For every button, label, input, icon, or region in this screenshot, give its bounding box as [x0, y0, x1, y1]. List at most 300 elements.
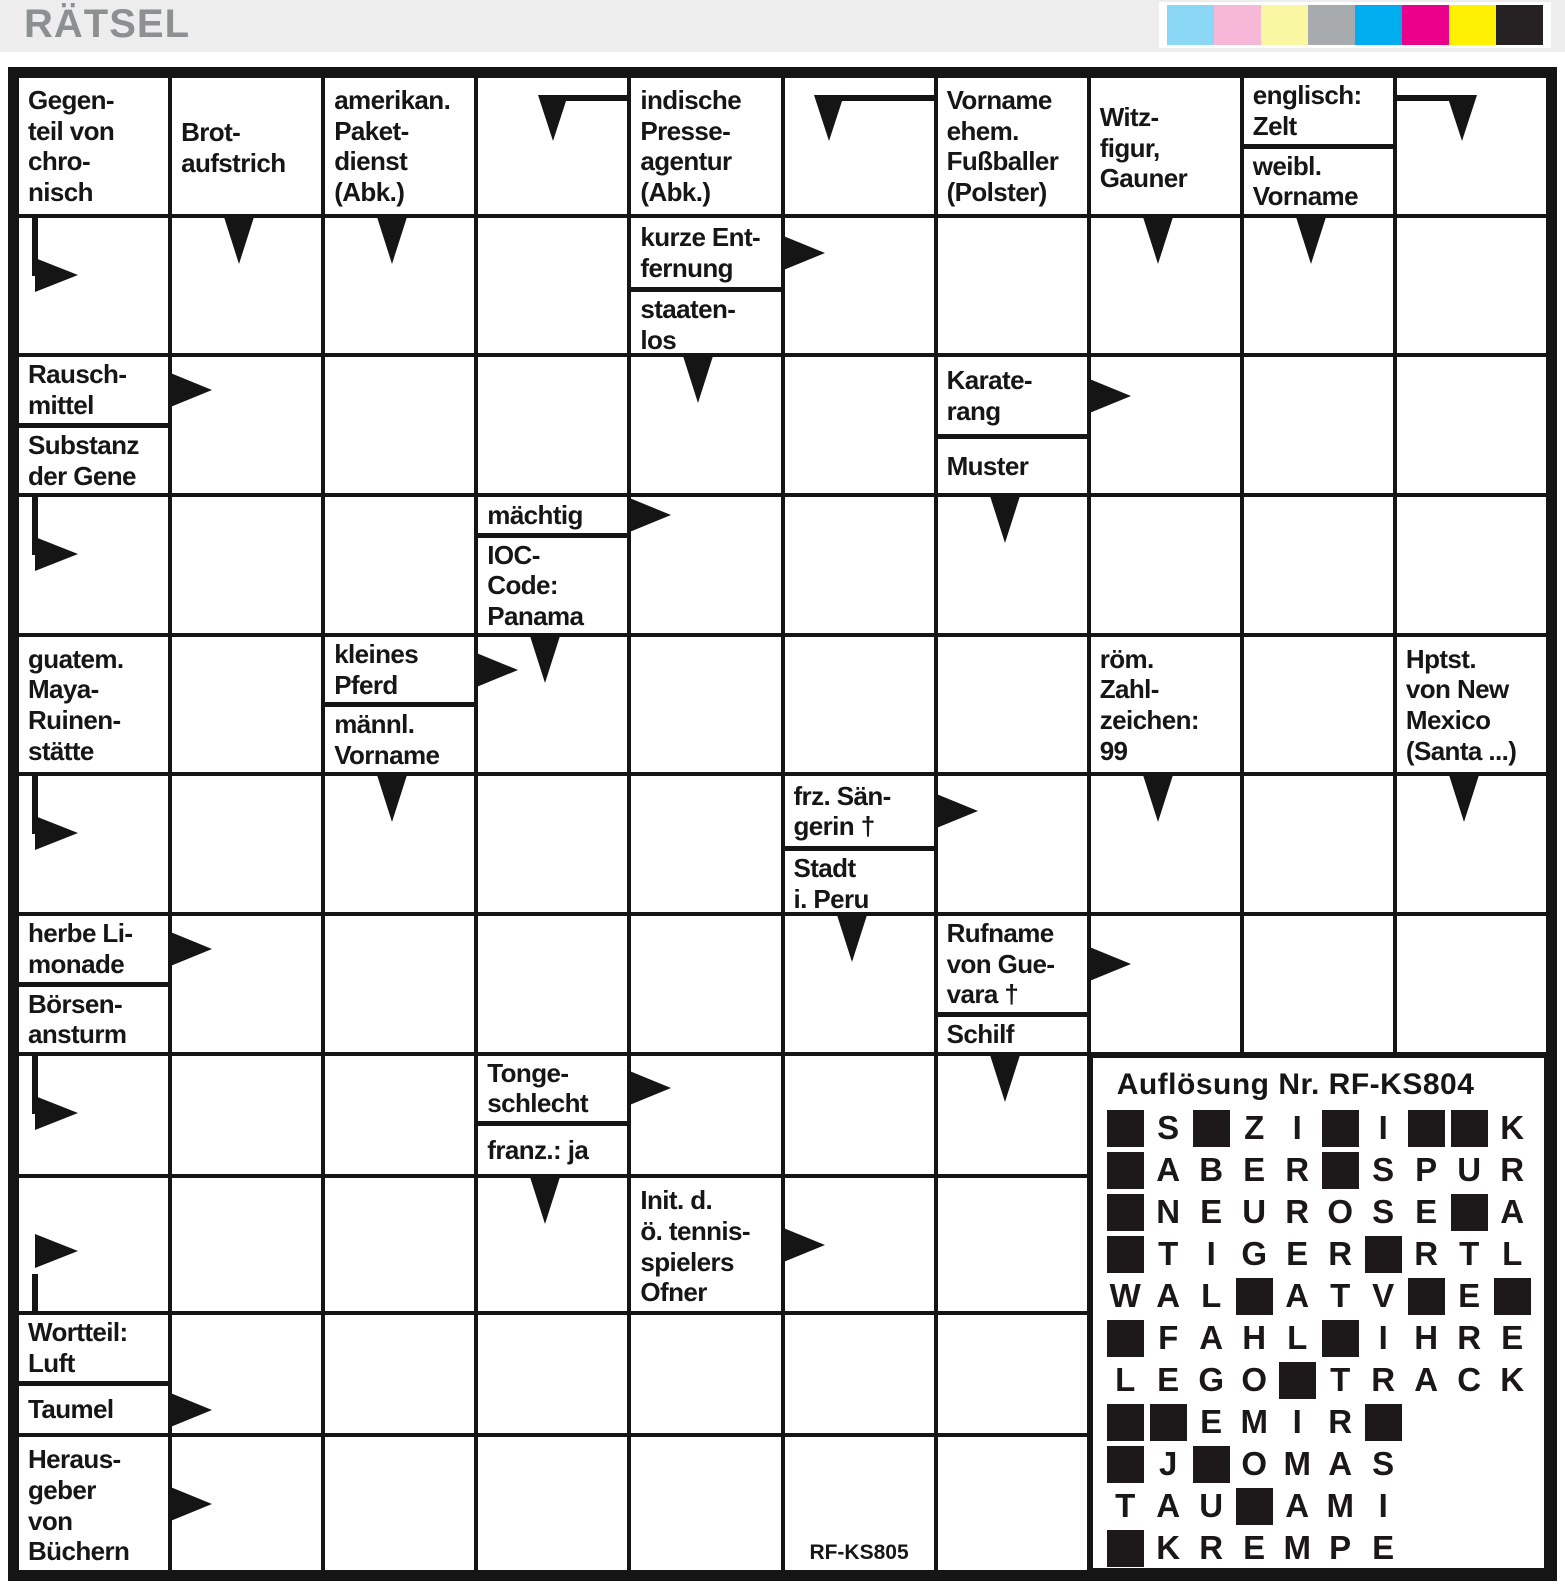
clue-text: Wortteil: Luft — [28, 1317, 128, 1378]
answer-cell-r6c4[interactable] — [476, 774, 629, 914]
answer-cell-r1c6[interactable] — [783, 76, 936, 216]
clue-text: Karate- rang — [946, 364, 1032, 426]
clue-text: guatem. Maya- Ruinen- stätte — [28, 643, 124, 766]
answer-cell-r6c3[interactable] — [323, 774, 476, 914]
right-arrow-icon — [781, 235, 825, 271]
clue-cell-r1c1 — [17, 76, 170, 216]
solution-letter: R — [1328, 1235, 1353, 1273]
solution-letter: K — [1156, 1529, 1181, 1567]
solution-black-square — [1107, 1194, 1144, 1231]
solution-letter: R — [1457, 1319, 1482, 1357]
solution-letter: I — [1292, 1403, 1302, 1441]
right-arrow-icon — [1087, 378, 1131, 414]
solution-letter: R — [1285, 1193, 1310, 1231]
solution-row — [1107, 1446, 1544, 1483]
solution-row — [1107, 1488, 1544, 1525]
solution-letter: E — [1157, 1361, 1180, 1399]
solution-letter: T — [1330, 1361, 1351, 1399]
clue-part-top — [631, 218, 780, 293]
clue-cell-r1c9 — [1242, 76, 1395, 216]
clue-text: Stadt i. Peru — [793, 853, 869, 914]
solution-black-square — [1107, 1236, 1144, 1273]
flag-arrow-stem — [32, 1274, 38, 1311]
solution-letter: O — [1241, 1361, 1268, 1399]
solution-letter: E — [1200, 1403, 1223, 1441]
clue-part-top — [478, 1056, 627, 1126]
clue-part-top — [19, 1315, 168, 1386]
clue-part-top — [478, 497, 627, 538]
answer-cell-r6c8[interactable] — [1089, 774, 1242, 914]
answer-cell-r8c1[interactable] — [17, 1054, 170, 1176]
solution-black-square — [1193, 1110, 1230, 1147]
clue-text: Muster — [946, 450, 1029, 481]
solution-row — [1107, 1320, 1544, 1357]
answer-cell-r7c8[interactable] — [1089, 914, 1242, 1054]
answer-cell-r2c3[interactable] — [323, 216, 476, 356]
answer-cell-r3c5[interactable] — [629, 355, 782, 495]
clue-part-bottom — [938, 439, 1087, 493]
solution-letter: E — [1200, 1193, 1223, 1231]
answer-cell-r7c5[interactable] — [629, 914, 782, 1054]
clue-text: weibl. Vorname — [1252, 150, 1358, 212]
solution-letter: E — [1286, 1235, 1309, 1273]
answer-cell-r6c1[interactable] — [17, 774, 170, 914]
answer-cell-r11c4[interactable] — [476, 1435, 629, 1572]
solution-black-square — [1193, 1446, 1230, 1483]
clue-cell-r1c7 — [936, 76, 1089, 216]
solution-letter: E — [1415, 1193, 1438, 1231]
solution-letter: R — [1500, 1151, 1525, 1189]
down-arrow-icon — [224, 217, 254, 264]
solution-letter: N — [1156, 1193, 1181, 1231]
solution-letter: A — [1156, 1277, 1181, 1315]
solution-letter: M — [1283, 1529, 1311, 1567]
solution-black-square — [1451, 1194, 1488, 1231]
clue-text: Gegen- teil von chro- nisch — [28, 85, 115, 208]
solution-letter: T — [1115, 1487, 1136, 1525]
solution-letter: M — [1283, 1445, 1311, 1483]
color-swatch — [1261, 5, 1308, 45]
clue-part-bottom — [631, 292, 780, 357]
answer-cell-r4c6[interactable] — [783, 495, 936, 635]
solution-black-square — [1365, 1404, 1402, 1441]
answer-cell-r5c7[interactable] — [936, 635, 1089, 775]
solution-letter: H — [1242, 1319, 1267, 1357]
clue-part-bottom — [19, 987, 168, 1052]
flag-arrow-icon — [35, 537, 78, 571]
clue-cell-r7c1 — [17, 914, 170, 1054]
right-arrow-icon — [627, 497, 671, 533]
clue-part-top — [19, 357, 168, 428]
clue-text: Börsen- ansturm — [28, 988, 127, 1050]
answer-cell-r9c2[interactable] — [170, 1176, 323, 1313]
answer-cell-r8c7[interactable] — [936, 1054, 1089, 1176]
crossword-grid — [8, 67, 1557, 1581]
solution-letter: U — [1242, 1193, 1267, 1231]
clue-cell-r9c5 — [629, 1176, 782, 1313]
solution-letter: K — [1500, 1109, 1525, 1147]
bent-arrow-line — [829, 95, 933, 101]
bent-down-arrow-icon — [1447, 95, 1477, 141]
solution-letter: G — [1198, 1361, 1225, 1399]
clue-text: röm. Zahl- zeichen: 99 — [1099, 643, 1199, 766]
solution-letter: A — [1285, 1487, 1310, 1525]
answer-cell-r2c9[interactable] — [1242, 216, 1395, 356]
solution-letter: B — [1199, 1151, 1224, 1189]
bent-down-arrow-icon — [814, 95, 844, 141]
flag-arrow-icon — [35, 816, 78, 850]
solution-black-square — [1107, 1152, 1144, 1189]
solution-box — [1087, 1052, 1550, 1574]
clue-cell-r10c1 — [17, 1313, 170, 1435]
flag-arrow-icon — [35, 258, 78, 292]
solution-letter: L — [1201, 1277, 1222, 1315]
answer-cell-r4c8[interactable] — [1089, 495, 1242, 635]
down-arrow-icon — [1449, 775, 1479, 822]
answer-cell-r3c10[interactable] — [1395, 355, 1548, 495]
clue-text: Schilf — [946, 1019, 1014, 1050]
solution-letter: W — [1109, 1277, 1141, 1315]
solution-letter: E — [1243, 1151, 1266, 1189]
solution-black-square — [1408, 1110, 1445, 1147]
right-arrow-icon — [934, 793, 978, 829]
solution-row — [1107, 1362, 1544, 1399]
solution-letter: A — [1156, 1487, 1181, 1525]
right-arrow-icon — [168, 1486, 212, 1522]
page-title: RÄTSEL — [24, 2, 190, 46]
solution-black-square — [1107, 1110, 1144, 1147]
answer-cell-r11c7[interactable] — [936, 1435, 1089, 1572]
answer-cell-r7c9[interactable] — [1242, 914, 1395, 1054]
solution-grid — [1107, 1110, 1544, 1567]
flag-arrow-icon — [35, 1234, 78, 1268]
clue-text: Heraus- geber von Büchern — [28, 1444, 130, 1567]
solution-letter: P — [1329, 1529, 1352, 1567]
clue-text: herbe Li- monade — [28, 918, 133, 979]
clue-text: staaten- los — [640, 294, 736, 355]
solution-letter: T — [1330, 1277, 1351, 1315]
right-arrow-icon — [168, 372, 212, 408]
solution-letter: I — [1378, 1109, 1388, 1147]
answer-cell-r3c4[interactable] — [476, 355, 629, 495]
clue-cell-r1c3 — [323, 76, 476, 216]
answer-cell-r9c4[interactable] — [476, 1176, 629, 1313]
down-arrow-icon — [377, 775, 407, 822]
answer-cell-r8c6[interactable] — [783, 1054, 936, 1176]
solution-letter: J — [1159, 1445, 1178, 1483]
clue-cell-r7c7 — [936, 914, 1089, 1054]
clue-text: Init. d. ö. tennis- spielers Ofner — [640, 1185, 750, 1308]
solution-black-square — [1107, 1320, 1144, 1357]
color-swatch — [1402, 5, 1449, 45]
answer-cell-r8c3[interactable] — [323, 1054, 476, 1176]
answer-cell-r2c10[interactable] — [1395, 216, 1548, 356]
solution-letter: R — [1199, 1529, 1224, 1567]
solution-letter: A — [1414, 1361, 1439, 1399]
clue-text: Taumel — [28, 1394, 114, 1425]
solution-letter: I — [1378, 1319, 1388, 1357]
down-arrow-icon — [1296, 217, 1326, 264]
clue-cell-r11c1 — [17, 1435, 170, 1572]
clue-cell-r5c1 — [17, 635, 170, 775]
color-calibration-bar — [1159, 2, 1551, 48]
solution-row — [1107, 1194, 1544, 1231]
solution-black-square — [1451, 1110, 1488, 1147]
down-arrow-icon — [990, 1055, 1020, 1102]
color-swatch — [1308, 5, 1355, 45]
color-swatch — [1449, 5, 1496, 45]
answer-cell-r11c6[interactable] — [783, 1435, 936, 1572]
clue-cell-r3c1 — [17, 355, 170, 495]
solution-row — [1107, 1404, 1544, 1441]
clue-text: Vorname ehem. Fußballer (Polster) — [946, 85, 1059, 208]
answer-cell-r4c7[interactable] — [936, 495, 1089, 635]
solution-black-square — [1279, 1362, 1316, 1399]
down-arrow-icon — [837, 915, 867, 962]
answer-cell-r6c9[interactable] — [1242, 774, 1395, 914]
clue-text: Witz- figur, Gauner — [1099, 101, 1188, 194]
answer-cell-r3c8[interactable] — [1089, 355, 1242, 495]
clue-text: Tonge- schlecht — [487, 1057, 588, 1119]
solution-black-square — [1107, 1446, 1144, 1483]
right-arrow-icon — [168, 931, 212, 967]
solution-row — [1107, 1152, 1544, 1189]
clue-cell-r5c8 — [1089, 635, 1242, 775]
answer-cell-r4c9[interactable] — [1242, 495, 1395, 635]
answer-cell-r8c2[interactable] — [170, 1054, 323, 1176]
clue-cell-r2c5 — [629, 216, 782, 356]
clue-part-bottom — [1244, 149, 1393, 214]
answer-cell-r3c6[interactable] — [783, 355, 936, 495]
answer-cell-r11c3[interactable] — [323, 1435, 476, 1572]
down-arrow-icon — [990, 496, 1020, 543]
header-bar — [0, 0, 1565, 52]
answer-cell-r1c4[interactable] — [476, 76, 629, 216]
solution-letter: E — [1372, 1529, 1395, 1567]
down-arrow-icon — [1143, 775, 1173, 822]
clue-cell-r1c5 — [629, 76, 782, 216]
clue-text: Rausch- mittel — [28, 359, 127, 421]
answer-cell-r6c5[interactable] — [629, 774, 782, 914]
solution-letter: H — [1414, 1319, 1439, 1357]
solution-letter: L — [1115, 1361, 1136, 1399]
clue-text: indische Presse- agentur (Abk.) — [640, 85, 742, 208]
solution-letter: S — [1372, 1445, 1395, 1483]
color-swatch — [1496, 5, 1543, 45]
clue-text: IOC- Code: Panama — [487, 539, 584, 632]
solution-letter: L — [1287, 1319, 1308, 1357]
answer-cell-r9c7[interactable] — [936, 1176, 1089, 1313]
flag-arrow-icon — [35, 1096, 78, 1130]
answer-cell-r3c9[interactable] — [1242, 355, 1395, 495]
answer-cell-r5c5[interactable] — [629, 635, 782, 775]
solution-black-square — [1107, 1530, 1144, 1567]
solution-letter: R — [1371, 1361, 1396, 1399]
solution-letter: E — [1501, 1319, 1524, 1357]
answer-cell-r1c10[interactable] — [1395, 76, 1548, 216]
answer-cell-r5c2[interactable] — [170, 635, 323, 775]
clue-part-top — [938, 357, 1087, 438]
answer-cell-r11c5[interactable] — [629, 1435, 782, 1572]
puzzle-code-label: RF-KS805 — [809, 1541, 909, 1564]
solution-letter: C — [1457, 1361, 1482, 1399]
solution-black-square — [1322, 1110, 1359, 1147]
solution-letter: L — [1502, 1235, 1523, 1273]
solution-black-square — [1236, 1488, 1273, 1525]
answer-cell-r5c9[interactable] — [1242, 635, 1395, 775]
clue-text: männl. Vorname — [334, 709, 440, 770]
solution-letter: K — [1500, 1361, 1525, 1399]
clue-text: Rufname von Gue- vara † — [946, 918, 1055, 1010]
down-arrow-icon — [683, 356, 713, 403]
solution-letter: E — [1458, 1277, 1481, 1315]
answer-cell-r6c10[interactable] — [1395, 774, 1548, 914]
answer-cell-r10c6[interactable] — [783, 1313, 936, 1435]
clue-part-top — [325, 637, 474, 708]
right-arrow-icon — [474, 652, 518, 688]
clue-text: Substanz der Gene — [28, 429, 139, 491]
solution-letter: T — [1459, 1235, 1480, 1273]
solution-letter: Z — [1244, 1109, 1265, 1147]
solution-letter: M — [1326, 1487, 1354, 1525]
solution-letter: G — [1241, 1235, 1268, 1273]
clue-cell-r1c8 — [1089, 76, 1242, 216]
answer-cell-r10c5[interactable] — [629, 1313, 782, 1435]
right-arrow-icon — [781, 1227, 825, 1263]
clue-cell-r8c4 — [476, 1054, 629, 1176]
answer-cell-r4c2[interactable] — [170, 495, 323, 635]
clue-cell-r5c10 — [1395, 635, 1548, 775]
clue-text: mächtig — [487, 499, 583, 530]
clue-text: Brot- aufstrich — [181, 117, 286, 178]
solution-letter: V — [1372, 1277, 1395, 1315]
solution-row — [1107, 1236, 1544, 1273]
solution-row — [1107, 1530, 1544, 1567]
solution-title: Auflösung Nr. RF-KS804 — [1116, 1067, 1475, 1101]
clue-text: frz. Sän- gerin † — [793, 780, 891, 842]
solution-letter: U — [1199, 1487, 1224, 1525]
solution-letter: O — [1241, 1445, 1268, 1483]
solution-letter: A — [1199, 1319, 1224, 1357]
clue-part-top — [938, 916, 1087, 1017]
answer-cell-r4c10[interactable] — [1395, 495, 1548, 635]
solution-letter: A — [1500, 1193, 1525, 1231]
solution-letter: P — [1415, 1151, 1438, 1189]
solution-letter: M — [1240, 1403, 1268, 1441]
clue-cell-r6c6 — [783, 774, 936, 914]
solution-letter: E — [1243, 1529, 1266, 1567]
color-swatch — [1167, 5, 1214, 45]
clue-cell-r1c2 — [170, 76, 323, 216]
color-swatch — [1355, 5, 1402, 45]
right-arrow-icon — [1087, 946, 1131, 982]
answer-cell-r2c4[interactable] — [476, 216, 629, 356]
answer-cell-r5c6[interactable] — [783, 635, 936, 775]
answer-cell-r2c8[interactable] — [1089, 216, 1242, 356]
solution-letter: F — [1158, 1319, 1179, 1357]
answer-cell-r2c7[interactable] — [936, 216, 1089, 356]
right-arrow-icon — [627, 1070, 671, 1106]
clue-cell-r3c7 — [936, 355, 1089, 495]
answer-cell-r6c2[interactable] — [170, 774, 323, 914]
solution-letter: S — [1372, 1193, 1395, 1231]
clue-text: kurze Ent- fernung — [640, 221, 761, 283]
solution-black-square — [1494, 1278, 1531, 1315]
solution-letter: A — [1156, 1151, 1181, 1189]
answer-cell-r10c3[interactable] — [323, 1313, 476, 1435]
solution-letter: A — [1328, 1445, 1353, 1483]
solution-black-square — [1408, 1278, 1445, 1315]
answer-cell-r10c4[interactable] — [476, 1313, 629, 1435]
solution-row — [1107, 1110, 1544, 1147]
answer-cell-r2c2[interactable] — [170, 216, 323, 356]
color-swatch — [1214, 5, 1261, 45]
solution-black-square — [1150, 1404, 1187, 1441]
solution-letter: T — [1158, 1235, 1179, 1273]
down-arrow-icon — [530, 1177, 560, 1224]
solution-black-square — [1322, 1320, 1359, 1357]
answer-cell-r3c3[interactable] — [323, 355, 476, 495]
bent-down-arrow-icon — [538, 95, 568, 141]
solution-letter: R — [1328, 1403, 1353, 1441]
clue-part-bottom — [19, 1386, 168, 1433]
clue-text: englisch: Zelt — [1252, 80, 1362, 141]
down-arrow-icon — [377, 217, 407, 264]
solution-letter: I — [1378, 1487, 1388, 1525]
answer-cell-r7c6[interactable] — [783, 914, 936, 1054]
answer-cell-r9c3[interactable] — [323, 1176, 476, 1313]
solution-black-square — [1365, 1236, 1402, 1273]
right-arrow-icon — [168, 1392, 212, 1428]
clue-part-bottom — [325, 707, 474, 772]
answer-cell-r10c7[interactable] — [936, 1313, 1089, 1435]
clue-part-bottom — [938, 1017, 1087, 1052]
clue-text: amerikan. Paket- dienst (Abk.) — [334, 85, 451, 208]
clue-part-bottom — [478, 1126, 627, 1174]
clue-part-top — [785, 776, 934, 851]
down-arrow-icon — [530, 636, 560, 683]
solution-letter: R — [1285, 1151, 1310, 1189]
solution-black-square — [1107, 1404, 1144, 1441]
clue-part-bottom — [478, 538, 627, 634]
clue-part-bottom — [19, 428, 168, 493]
solution-black-square — [1236, 1278, 1273, 1315]
answer-cell-r4c3[interactable] — [323, 495, 476, 635]
solution-letter: I — [1292, 1109, 1302, 1147]
down-arrow-icon — [1143, 217, 1173, 264]
answer-cell-r7c4[interactable] — [476, 914, 629, 1054]
solution-letter: A — [1285, 1277, 1310, 1315]
answer-cell-r7c3[interactable] — [323, 914, 476, 1054]
clue-part-top — [1244, 78, 1393, 149]
clue-cell-r5c3 — [323, 635, 476, 775]
clue-part-bottom — [785, 851, 934, 916]
solution-row — [1107, 1278, 1544, 1315]
answer-cell-r9c1[interactable] — [17, 1176, 170, 1313]
clue-text: kleines Pferd — [334, 638, 419, 700]
answer-cell-r4c1[interactable] — [17, 495, 170, 635]
answer-cell-r2c1[interactable] — [17, 216, 170, 356]
solution-letter: S — [1157, 1109, 1180, 1147]
solution-letter: R — [1414, 1235, 1439, 1273]
clue-cell-r4c4 — [476, 495, 629, 635]
answer-cell-r7c10[interactable] — [1395, 914, 1548, 1054]
solution-letter: I — [1206, 1235, 1216, 1273]
clue-text: Hptst. von New Mexico (Santa ...) — [1405, 643, 1517, 766]
clue-part-top — [19, 916, 168, 987]
solution-letter: O — [1327, 1193, 1354, 1231]
clue-text: franz.: ja — [487, 1134, 589, 1165]
